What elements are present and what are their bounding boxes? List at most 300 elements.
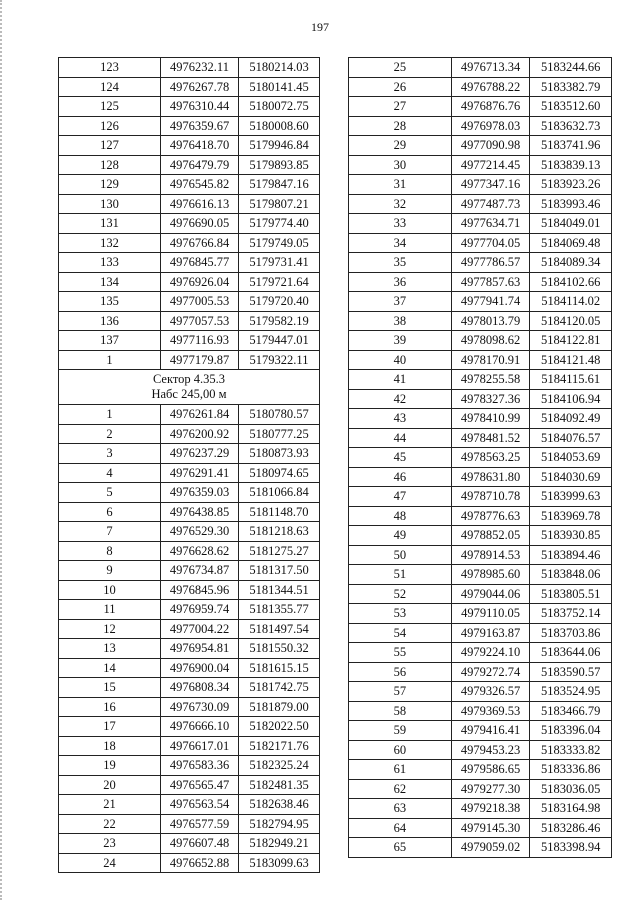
y-coordinate-cell: 5180780.57 — [239, 405, 320, 425]
x-coordinate-cell: 4976978.03 — [451, 116, 530, 136]
y-coordinate-cell: 5184092.49 — [530, 409, 612, 429]
y-coordinate-cell: 5181275.27 — [239, 541, 320, 561]
y-coordinate-cell: 5181148.70 — [239, 502, 320, 522]
x-coordinate-cell: 4978776.63 — [451, 506, 530, 526]
y-coordinate-cell: 5182022.50 — [239, 717, 320, 737]
table-row — [59, 795, 320, 815]
y-coordinate-cell: 5184114.02 — [530, 292, 612, 312]
left-coordinates-table — [58, 57, 320, 873]
point-number-cell: 16 — [59, 697, 161, 717]
x-coordinate-cell: 4979369.53 — [451, 701, 530, 721]
x-coordinate-cell: 4976545.82 — [161, 175, 239, 195]
y-coordinate-cell: 5181218.63 — [239, 522, 320, 542]
x-coordinate-cell: 4977214.45 — [451, 155, 530, 175]
x-coordinate-cell: 4978563.25 — [451, 448, 530, 468]
table-row — [349, 623, 612, 643]
left-table-section — [59, 370, 320, 405]
y-coordinate-cell: 5184115.61 — [530, 370, 612, 390]
right-coordinates-table — [348, 57, 612, 858]
point-number-cell: 42 — [349, 389, 452, 409]
x-coordinate-cell: 4977487.73 — [451, 194, 530, 214]
point-number-cell: 27 — [349, 97, 452, 117]
point-number-cell: 5 — [59, 483, 161, 503]
x-coordinate-cell: 4976652.88 — [161, 853, 239, 873]
table-row — [59, 853, 320, 873]
point-number-cell: 49 — [349, 526, 452, 546]
x-coordinate-cell: 4979110.05 — [451, 604, 530, 624]
x-coordinate-cell: 4977704.05 — [451, 233, 530, 253]
y-coordinate-cell: 5179774.40 — [239, 214, 320, 234]
point-number-cell: 4 — [59, 463, 161, 483]
table-row — [59, 136, 320, 156]
x-coordinate-cell: 4977857.63 — [451, 272, 530, 292]
point-number-cell: 1 — [59, 405, 161, 425]
y-coordinate-cell: 5183398.94 — [530, 838, 612, 858]
y-coordinate-cell: 5179946.84 — [239, 136, 320, 156]
y-coordinate-cell: 5183894.46 — [530, 545, 612, 565]
table-row — [349, 350, 612, 370]
table-row — [59, 311, 320, 331]
point-number-cell: 131 — [59, 214, 161, 234]
point-number-cell: 51 — [349, 565, 452, 585]
y-coordinate-cell: 5180873.93 — [239, 444, 320, 464]
table-row — [349, 175, 612, 195]
x-coordinate-cell: 4977634.71 — [451, 214, 530, 234]
table-row — [59, 541, 320, 561]
table-row — [349, 253, 612, 273]
table-row — [349, 97, 612, 117]
left-table-rows-before — [59, 58, 320, 370]
x-coordinate-cell: 4976808.34 — [161, 678, 239, 698]
section-subtitle: Набс 245,00 м — [151, 387, 227, 401]
point-number-cell: 23 — [59, 834, 161, 854]
table-row — [349, 838, 612, 858]
x-coordinate-cell: 4976954.81 — [161, 639, 239, 659]
x-coordinate-cell: 4976628.62 — [161, 541, 239, 561]
section-title: Сектор 4.35.3 — [152, 372, 226, 386]
x-coordinate-cell: 4978852.05 — [451, 526, 530, 546]
table-row — [349, 272, 612, 292]
point-number-cell: 133 — [59, 253, 161, 273]
point-number-cell: 127 — [59, 136, 161, 156]
x-coordinate-cell: 4976438.85 — [161, 502, 239, 522]
table-row — [59, 814, 320, 834]
y-coordinate-cell: 5183999.63 — [530, 487, 612, 507]
point-number-cell: 7 — [59, 522, 161, 542]
y-coordinate-cell: 5183164.98 — [530, 799, 612, 819]
table-row — [59, 580, 320, 600]
table-row — [59, 639, 320, 659]
point-number-cell: 30 — [349, 155, 452, 175]
table-row — [349, 409, 612, 429]
y-coordinate-cell: 5184120.05 — [530, 311, 612, 331]
x-coordinate-cell: 4976616.13 — [161, 194, 239, 214]
x-coordinate-cell: 4977116.93 — [161, 331, 239, 351]
point-number-cell: 26 — [349, 77, 452, 97]
table-row — [59, 214, 320, 234]
table-row — [349, 818, 612, 838]
y-coordinate-cell: 5180214.03 — [239, 58, 320, 78]
table-row — [349, 682, 612, 702]
x-coordinate-cell: 4976529.30 — [161, 522, 239, 542]
table-row — [59, 658, 320, 678]
point-number-cell: 46 — [349, 467, 452, 487]
x-coordinate-cell: 4976291.41 — [161, 463, 239, 483]
table-row — [349, 214, 612, 234]
point-number-cell: 21 — [59, 795, 161, 815]
table-row — [59, 116, 320, 136]
y-coordinate-cell: 5183930.85 — [530, 526, 612, 546]
x-coordinate-cell: 4978013.79 — [451, 311, 530, 331]
y-coordinate-cell: 5183524.95 — [530, 682, 612, 702]
table-row — [349, 506, 612, 526]
x-coordinate-cell: 4976261.84 — [161, 405, 239, 425]
y-coordinate-cell: 5184076.57 — [530, 428, 612, 448]
y-coordinate-cell: 5179893.85 — [239, 155, 320, 175]
x-coordinate-cell: 4979163.87 — [451, 623, 530, 643]
point-number-cell: 123 — [59, 58, 161, 78]
table-row — [59, 463, 320, 483]
y-coordinate-cell: 5183396.04 — [530, 721, 612, 741]
point-number-cell: 134 — [59, 272, 161, 292]
y-coordinate-cell: 5183244.66 — [530, 58, 612, 78]
x-coordinate-cell: 4977057.53 — [161, 311, 239, 331]
point-number-cell: 14 — [59, 658, 161, 678]
y-coordinate-cell: 5184030.69 — [530, 467, 612, 487]
table-row — [59, 483, 320, 503]
y-coordinate-cell: 5184102.66 — [530, 272, 612, 292]
x-coordinate-cell: 4976237.29 — [161, 444, 239, 464]
point-number-cell: 1 — [59, 350, 161, 370]
x-coordinate-cell: 4978098.62 — [451, 331, 530, 351]
x-coordinate-cell: 4978410.99 — [451, 409, 530, 429]
x-coordinate-cell: 4976479.79 — [161, 155, 239, 175]
y-coordinate-cell: 5183632.73 — [530, 116, 612, 136]
table-row — [59, 736, 320, 756]
y-coordinate-cell: 5183839.13 — [530, 155, 612, 175]
y-coordinate-cell: 5179720.40 — [239, 292, 320, 312]
x-coordinate-cell: 4979272.74 — [451, 662, 530, 682]
y-coordinate-cell: 5181355.77 — [239, 600, 320, 620]
y-coordinate-cell: 5182949.21 — [239, 834, 320, 854]
page-number: 197 — [311, 20, 329, 34]
x-coordinate-cell: 4976583.36 — [161, 756, 239, 776]
table-row — [349, 565, 612, 585]
y-coordinate-cell: 5183805.51 — [530, 584, 612, 604]
table-row — [349, 77, 612, 97]
point-number-cell: 43 — [349, 409, 452, 429]
point-number-cell: 28 — [349, 116, 452, 136]
x-coordinate-cell: 4976713.34 — [451, 58, 530, 78]
y-coordinate-cell: 5181317.50 — [239, 561, 320, 581]
table-row — [59, 561, 320, 581]
point-number-cell: 56 — [349, 662, 452, 682]
x-coordinate-cell: 4976666.10 — [161, 717, 239, 737]
table-row — [59, 697, 320, 717]
y-coordinate-cell: 5179582.19 — [239, 311, 320, 331]
table-row — [59, 678, 320, 698]
y-coordinate-cell: 5183512.60 — [530, 97, 612, 117]
point-number-cell: 31 — [349, 175, 452, 195]
x-coordinate-cell: 4978631.80 — [451, 467, 530, 487]
point-number-cell: 50 — [349, 545, 452, 565]
x-coordinate-cell: 4977090.98 — [451, 136, 530, 156]
section-header-cell — [59, 370, 320, 405]
y-coordinate-cell: 5183590.57 — [530, 662, 612, 682]
y-coordinate-cell: 5181742.75 — [239, 678, 320, 698]
table-row — [349, 155, 612, 175]
y-coordinate-cell: 5180008.60 — [239, 116, 320, 136]
x-coordinate-cell: 4979326.57 — [451, 682, 530, 702]
table-row — [349, 448, 612, 468]
table-row — [59, 619, 320, 639]
y-coordinate-cell: 5179721.64 — [239, 272, 320, 292]
point-number-cell: 45 — [349, 448, 452, 468]
point-number-cell: 130 — [59, 194, 161, 214]
table-row — [349, 662, 612, 682]
table-row — [59, 77, 320, 97]
y-coordinate-cell: 5184121.48 — [530, 350, 612, 370]
point-number-cell: 18 — [59, 736, 161, 756]
point-number-cell: 17 — [59, 717, 161, 737]
point-number-cell: 10 — [59, 580, 161, 600]
y-coordinate-cell: 5183286.46 — [530, 818, 612, 838]
y-coordinate-cell: 5179731.41 — [239, 253, 320, 273]
x-coordinate-cell: 4976690.05 — [161, 214, 239, 234]
y-coordinate-cell: 5182638.46 — [239, 795, 320, 815]
table-row — [349, 136, 612, 156]
table-row — [59, 717, 320, 737]
x-coordinate-cell: 4976730.09 — [161, 697, 239, 717]
point-number-cell: 40 — [349, 350, 452, 370]
table-row — [59, 522, 320, 542]
table-row — [59, 775, 320, 795]
point-number-cell: 9 — [59, 561, 161, 581]
table-row — [349, 58, 612, 78]
y-coordinate-cell: 5184049.01 — [530, 214, 612, 234]
x-coordinate-cell: 4976845.96 — [161, 580, 239, 600]
table-row — [349, 545, 612, 565]
table-row — [349, 331, 612, 351]
table-row — [59, 58, 320, 78]
table-row — [349, 799, 612, 819]
table-row — [59, 194, 320, 214]
y-coordinate-cell: 5179847.16 — [239, 175, 320, 195]
y-coordinate-cell: 5180974.65 — [239, 463, 320, 483]
table-row — [59, 756, 320, 776]
y-coordinate-cell: 5181879.00 — [239, 697, 320, 717]
point-number-cell: 24 — [59, 853, 161, 873]
x-coordinate-cell: 4978710.78 — [451, 487, 530, 507]
y-coordinate-cell: 5180072.75 — [239, 97, 320, 117]
point-number-cell: 32 — [349, 194, 452, 214]
y-coordinate-cell: 5183036.05 — [530, 779, 612, 799]
y-coordinate-cell: 5184053.69 — [530, 448, 612, 468]
x-coordinate-cell: 4976577.59 — [161, 814, 239, 834]
table-row — [59, 292, 320, 312]
table-row — [349, 604, 612, 624]
x-coordinate-cell: 4978985.60 — [451, 565, 530, 585]
point-number-cell: 29 — [349, 136, 452, 156]
point-number-cell: 6 — [59, 502, 161, 522]
point-number-cell: 129 — [59, 175, 161, 195]
x-coordinate-cell: 4979277.30 — [451, 779, 530, 799]
x-coordinate-cell: 4976310.44 — [161, 97, 239, 117]
x-coordinate-cell: 4979218.38 — [451, 799, 530, 819]
x-coordinate-cell: 4976200.92 — [161, 424, 239, 444]
point-number-cell: 52 — [349, 584, 452, 604]
point-number-cell: 59 — [349, 721, 452, 741]
x-coordinate-cell: 4976563.54 — [161, 795, 239, 815]
x-coordinate-cell: 4979453.23 — [451, 740, 530, 760]
x-coordinate-cell: 4976267.78 — [161, 77, 239, 97]
table-row — [59, 405, 320, 425]
y-coordinate-cell: 5181066.84 — [239, 483, 320, 503]
y-coordinate-cell: 5183644.06 — [530, 643, 612, 663]
point-number-cell: 36 — [349, 272, 452, 292]
section-header-row — [59, 370, 320, 405]
x-coordinate-cell: 4976418.70 — [161, 136, 239, 156]
x-coordinate-cell: 4978170.91 — [451, 350, 530, 370]
x-coordinate-cell: 4976959.74 — [161, 600, 239, 620]
point-number-cell: 137 — [59, 331, 161, 351]
point-number-cell: 22 — [59, 814, 161, 834]
x-coordinate-cell: 4976845.77 — [161, 253, 239, 273]
x-coordinate-cell: 4978327.36 — [451, 389, 530, 409]
y-coordinate-cell: 5183848.06 — [530, 565, 612, 585]
x-coordinate-cell: 4979059.02 — [451, 838, 530, 858]
point-number-cell: 61 — [349, 760, 452, 780]
x-coordinate-cell: 4977347.16 — [451, 175, 530, 195]
x-coordinate-cell: 4976565.47 — [161, 775, 239, 795]
table-row — [59, 331, 320, 351]
point-number-cell: 33 — [349, 214, 452, 234]
table-row — [349, 370, 612, 390]
x-coordinate-cell: 4976766.84 — [161, 233, 239, 253]
y-coordinate-cell: 5180141.45 — [239, 77, 320, 97]
point-number-cell: 55 — [349, 643, 452, 663]
x-coordinate-cell: 4977786.57 — [451, 253, 530, 273]
table-row — [349, 643, 612, 663]
point-number-cell: 15 — [59, 678, 161, 698]
y-coordinate-cell: 5181550.32 — [239, 639, 320, 659]
point-number-cell: 60 — [349, 740, 452, 760]
point-number-cell: 132 — [59, 233, 161, 253]
table-row — [349, 194, 612, 214]
y-coordinate-cell: 5182325.24 — [239, 756, 320, 776]
y-coordinate-cell: 5183466.79 — [530, 701, 612, 721]
x-coordinate-cell: 4978255.58 — [451, 370, 530, 390]
point-number-cell: 12 — [59, 619, 161, 639]
y-coordinate-cell: 5184122.81 — [530, 331, 612, 351]
point-number-cell: 54 — [349, 623, 452, 643]
y-coordinate-cell: 5183741.96 — [530, 136, 612, 156]
point-number-cell: 125 — [59, 97, 161, 117]
x-coordinate-cell: 4979586.65 — [451, 760, 530, 780]
point-number-cell: 34 — [349, 233, 452, 253]
point-number-cell: 8 — [59, 541, 161, 561]
x-coordinate-cell: 4979224.10 — [451, 643, 530, 663]
x-coordinate-cell: 4976734.87 — [161, 561, 239, 581]
point-number-cell: 35 — [349, 253, 452, 273]
x-coordinate-cell: 4979145.30 — [451, 818, 530, 838]
scan-edge-mark — [0, 0, 6, 900]
table-row — [59, 97, 320, 117]
table-row — [59, 502, 320, 522]
x-coordinate-cell: 4977941.74 — [451, 292, 530, 312]
y-coordinate-cell: 5183752.14 — [530, 604, 612, 624]
x-coordinate-cell: 4977179.87 — [161, 350, 239, 370]
y-coordinate-cell: 5183993.46 — [530, 194, 612, 214]
point-number-cell: 39 — [349, 331, 452, 351]
point-number-cell: 65 — [349, 838, 452, 858]
point-number-cell: 37 — [349, 292, 452, 312]
point-number-cell: 128 — [59, 155, 161, 175]
table-row — [349, 116, 612, 136]
point-number-cell: 2 — [59, 424, 161, 444]
point-number-cell: 13 — [59, 639, 161, 659]
x-coordinate-cell: 4976926.04 — [161, 272, 239, 292]
table-row — [349, 740, 612, 760]
point-number-cell: 3 — [59, 444, 161, 464]
x-coordinate-cell: 4976359.67 — [161, 116, 239, 136]
table-row — [349, 760, 612, 780]
point-number-cell: 136 — [59, 311, 161, 331]
point-number-cell: 126 — [59, 116, 161, 136]
table-row — [349, 233, 612, 253]
y-coordinate-cell: 5182794.95 — [239, 814, 320, 834]
y-coordinate-cell: 5184106.94 — [530, 389, 612, 409]
table-row — [349, 584, 612, 604]
table-row — [59, 253, 320, 273]
y-coordinate-cell: 5183923.26 — [530, 175, 612, 195]
y-coordinate-cell: 5179749.05 — [239, 233, 320, 253]
table-row — [349, 467, 612, 487]
point-number-cell: 44 — [349, 428, 452, 448]
table-row — [59, 233, 320, 253]
y-coordinate-cell: 5181344.51 — [239, 580, 320, 600]
right-table-rows — [349, 58, 612, 858]
table-row — [349, 311, 612, 331]
point-number-cell: 11 — [59, 600, 161, 620]
table-row — [59, 175, 320, 195]
table-row — [59, 155, 320, 175]
x-coordinate-cell: 4979416.41 — [451, 721, 530, 741]
x-coordinate-cell: 4978481.52 — [451, 428, 530, 448]
point-number-cell: 53 — [349, 604, 452, 624]
x-coordinate-cell: 4976232.11 — [161, 58, 239, 78]
y-coordinate-cell: 5183969.78 — [530, 506, 612, 526]
y-coordinate-cell: 5180777.25 — [239, 424, 320, 444]
point-number-cell: 48 — [349, 506, 452, 526]
y-coordinate-cell: 5184069.48 — [530, 233, 612, 253]
x-coordinate-cell: 4979044.06 — [451, 584, 530, 604]
point-number-cell: 47 — [349, 487, 452, 507]
table-row — [349, 428, 612, 448]
y-coordinate-cell: 5183333.82 — [530, 740, 612, 760]
point-number-cell: 19 — [59, 756, 161, 776]
table-row — [349, 487, 612, 507]
table-row — [349, 389, 612, 409]
table-row — [59, 424, 320, 444]
x-coordinate-cell: 4976607.48 — [161, 834, 239, 854]
left-table-rows-after — [59, 405, 320, 873]
point-number-cell: 124 — [59, 77, 161, 97]
y-coordinate-cell: 5179447.01 — [239, 331, 320, 351]
x-coordinate-cell: 4977005.53 — [161, 292, 239, 312]
y-coordinate-cell: 5179322.11 — [239, 350, 320, 370]
x-coordinate-cell: 4976617.01 — [161, 736, 239, 756]
